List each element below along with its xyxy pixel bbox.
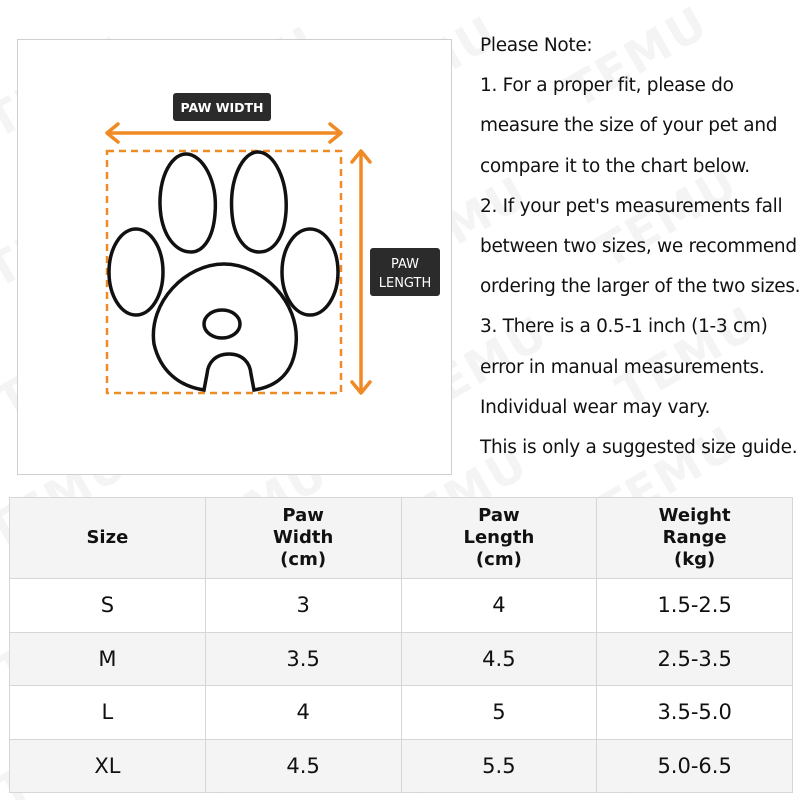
note-line: 1. For a proper fit, please do [480, 75, 734, 97]
paw-diagram-svg [18, 40, 453, 476]
cell-paw-width: 3.5 [205, 632, 401, 686]
length-arrow [352, 151, 370, 393]
header-paw-width: Paw Width (cm) [205, 498, 401, 579]
length-label-line2: LENGTH [378, 276, 432, 291]
cell-weight-range: 5.0-6.5 [597, 739, 793, 793]
cell-paw-length: 5 [401, 686, 597, 740]
cell-size: L [10, 686, 206, 740]
cell-paw-length: 4.5 [401, 632, 597, 686]
length-label-line1: PAW [390, 257, 420, 272]
cell-weight-range: 2.5-3.5 [597, 632, 793, 686]
cell-weight-range: 1.5-2.5 [597, 579, 793, 633]
note-line: Individual wear may vary. [480, 396, 711, 418]
main-pad-hole [204, 310, 240, 338]
cell-size: XL [10, 739, 206, 793]
please-note [480, 26, 800, 468]
paw-icon [109, 152, 338, 390]
cell-paw-length: 5.5 [401, 739, 597, 793]
cell-size: S [10, 579, 206, 633]
table-row [10, 739, 793, 793]
note-line: compare it to the chart below. [480, 155, 750, 177]
note-line: This is only a suggested size guide. [480, 436, 798, 458]
table-row [10, 632, 793, 686]
toe-pad [282, 229, 338, 315]
note-line: 2. If your pet's measurements fall [480, 195, 783, 217]
header-weight-range: Weight Range (kg) [597, 498, 793, 579]
cell-size: M [10, 632, 206, 686]
toe-pad [160, 154, 215, 252]
width-label: PAW WIDTH [180, 100, 264, 115]
cell-paw-width: 4.5 [205, 739, 401, 793]
header-size: Size [10, 498, 206, 579]
toe-pad [109, 229, 163, 315]
cell-paw-width: 4 [205, 686, 401, 740]
note-line: between two sizes, we recommend [480, 235, 797, 257]
note-line: 3. There is a 0.5-1 inch (1-3 cm) [480, 316, 768, 338]
paw-diagram [17, 39, 452, 475]
toe-pad [232, 152, 287, 252]
note-heading: Please Note: [480, 35, 593, 56]
width-arrow [107, 124, 341, 142]
size-chart-table [9, 497, 793, 793]
table-header-row [10, 498, 793, 579]
note-line: ordering the larger of the two sizes. [480, 276, 800, 298]
note-line: error in manual measurements. [480, 356, 765, 378]
header-paw-length: Paw Length (cm) [401, 498, 597, 579]
cell-paw-width: 3 [205, 579, 401, 633]
cell-weight-range: 3.5-5.0 [597, 686, 793, 740]
note-line: measure the size of your pet and [480, 115, 778, 137]
table-row [10, 579, 793, 633]
cell-paw-length: 4 [401, 579, 597, 633]
table-row [10, 686, 793, 740]
